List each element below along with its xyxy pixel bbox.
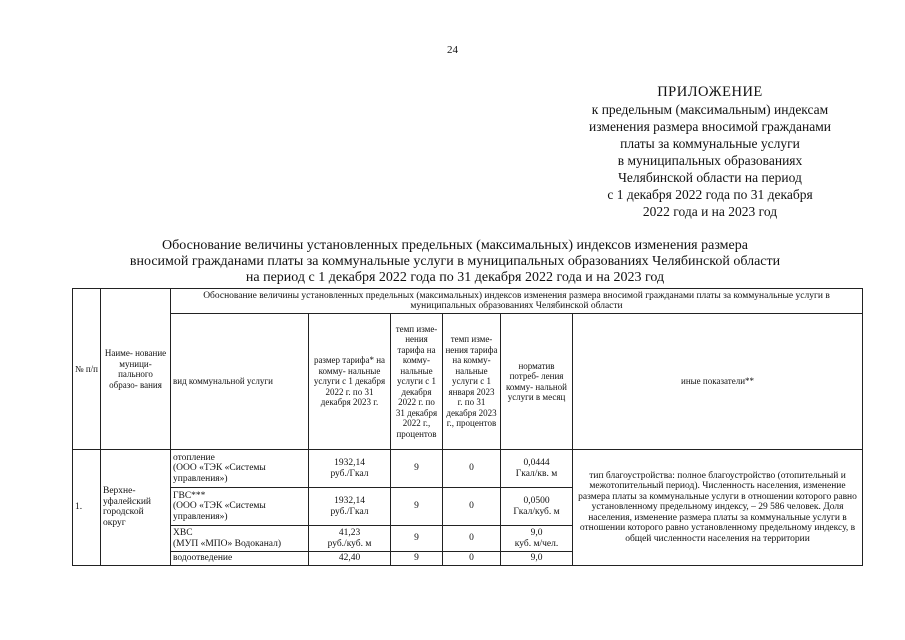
appendix-line: платы за коммунальные услуги bbox=[620, 136, 800, 151]
appendix-heading: ПРИЛОЖЕНИЕ bbox=[657, 84, 763, 100]
tariff-value: 1932,14 bbox=[334, 496, 365, 506]
header-other: иные показатели** bbox=[573, 314, 863, 450]
service-name: водоотведение bbox=[173, 553, 233, 563]
norm-unit: куб. м/чел. bbox=[514, 538, 559, 549]
appendix-line: Челябинской области на период bbox=[618, 170, 802, 185]
rate-dec-value: 9 bbox=[391, 488, 443, 526]
appendix-line: в муниципальных образованиях bbox=[617, 153, 803, 168]
tariff-unit: руб./куб. м bbox=[327, 538, 372, 549]
tariff-cell bbox=[309, 488, 391, 526]
tariff-unit: руб./Гкал bbox=[330, 506, 369, 517]
service-name: отопление bbox=[173, 452, 215, 463]
header-norm: норматив потреб- ления комму- нальной услуги в месяц bbox=[501, 314, 573, 450]
service-name: ХВС bbox=[173, 528, 193, 538]
appendix-line: 2022 года и на 2023 год bbox=[642, 204, 778, 219]
service-cell bbox=[171, 488, 309, 526]
row-number: 1. bbox=[73, 450, 101, 566]
service-org: (ООО «ТЭК «Системы управления») bbox=[173, 463, 266, 484]
tariff-cell bbox=[309, 450, 391, 488]
table-row bbox=[73, 450, 863, 488]
tariff-cell bbox=[309, 526, 391, 552]
appendix-line: с 1 декабря 2022 года по 31 декабря bbox=[607, 187, 813, 202]
norm-cell bbox=[501, 488, 573, 526]
document-title bbox=[90, 238, 820, 286]
title-line: вносимой гражданами платы за коммунальные услуги в муниципальных образованиях Челябинской области bbox=[129, 254, 781, 269]
rate-jan-value: 0 bbox=[443, 552, 501, 566]
header-span: Обоснование величины установленных предельных (максимальных) индексов изменения размера вносимой гражданами платы за коммунальные услуги в муниципальных образованиях Челябинской области bbox=[171, 289, 863, 314]
other-indicators: тип благоустройства: полное благоустройство (отопительный и межотопительный период). Численность населения, изменение размера платы за коммунальные услуги в отношении которого равно установленному предельному индексу, – 29 586 человек. Доля населения, изменение размера платы за коммунальные услуги в отношении которого равно установленному предельному индексу, в общей численности населения на территории bbox=[573, 450, 863, 566]
header-municipality: Наиме- нование муници- пального образо- вания bbox=[101, 289, 171, 450]
norm-value: 0,0444 bbox=[523, 458, 550, 468]
service-cell bbox=[171, 552, 309, 566]
header-number: № п/п bbox=[73, 289, 101, 450]
norm-cell bbox=[501, 450, 573, 488]
norm-unit: Гкал/кв. м bbox=[515, 468, 558, 479]
norm-value: 9,0 bbox=[501, 552, 573, 566]
title-line: на период с 1 декабря 2022 года по 31 декабря 2022 года и на 2023 год bbox=[245, 270, 665, 285]
appendix-line: изменения размера вносимой гражданами bbox=[589, 119, 831, 134]
norm-value: 9,0 bbox=[530, 528, 543, 538]
tariff-value: 41,23 bbox=[338, 528, 361, 538]
header-rate-dec: темп изме- нения тарифа на комму- нальные услуги с 1 декабря 2022 г. по 31 декабря 2022 г., процентов bbox=[391, 314, 443, 450]
rate-dec-value: 9 bbox=[391, 526, 443, 552]
norm-value: 0,0500 bbox=[523, 496, 550, 506]
norm-unit: Гкал/куб. м bbox=[513, 506, 560, 517]
tariff-value: 42,40 bbox=[309, 552, 391, 566]
header-rate-jan: темп изме- нения тарифа на комму- нальные услуги с 1 января 2023 г. по 31 декабря 2023 г., процентов bbox=[443, 314, 501, 450]
service-org: (ООО «ТЭК «Системы управления») bbox=[173, 501, 266, 522]
service-org: (МУП «МПО» Водоканал) bbox=[173, 538, 281, 549]
rate-dec-value: 9 bbox=[391, 450, 443, 488]
header-service-type: вид коммунальной услуги bbox=[171, 314, 309, 450]
municipality-name: Верхне- уфалейский городской округ bbox=[101, 450, 171, 566]
service-cell bbox=[171, 526, 309, 552]
header-tariff: размер тарифа* на комму- нальные услуги с 1 декабря 2022 г. по 31 декабря 2023 г. bbox=[309, 314, 391, 450]
norm-cell bbox=[501, 526, 573, 552]
indices-table bbox=[72, 288, 863, 566]
service-name: ГВС*** bbox=[173, 490, 206, 501]
rate-dec-value: 9 bbox=[391, 552, 443, 566]
rate-jan-value: 0 bbox=[443, 488, 501, 526]
appendix-line: к предельным (максимальным) индексам bbox=[591, 102, 829, 117]
page-number: 24 bbox=[447, 44, 458, 56]
tariff-value: 1932,14 bbox=[334, 458, 365, 468]
rate-jan-value: 0 bbox=[443, 450, 501, 488]
rate-jan-value: 0 bbox=[443, 526, 501, 552]
tariff-unit: руб./Гкал bbox=[330, 468, 369, 479]
appendix-block bbox=[560, 84, 860, 220]
service-cell bbox=[171, 450, 309, 488]
title-line: Обоснование величины установленных предельных (максимальных) индексов изменения размера bbox=[162, 238, 748, 253]
